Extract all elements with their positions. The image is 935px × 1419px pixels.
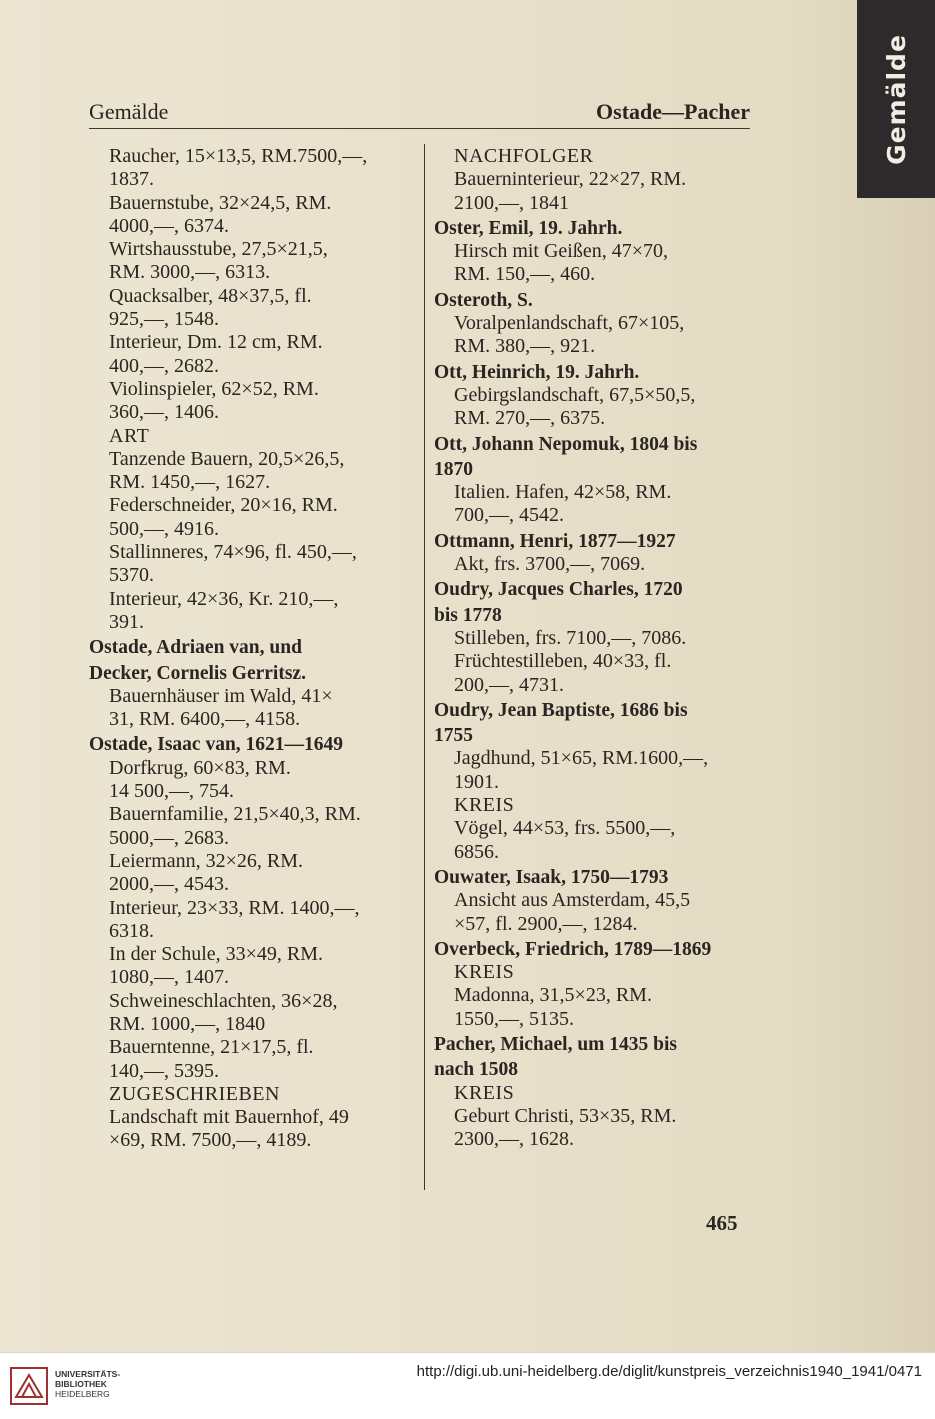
section-tab-label: Gemälde bbox=[881, 33, 911, 165]
artwork-line-continued: RM. 1450,—, 1627. bbox=[109, 471, 271, 494]
library-name-line-2: BIBLIOTHEK bbox=[55, 1379, 107, 1389]
artwork-line-continued: 1901. bbox=[454, 770, 499, 793]
attribution-label: KREIS bbox=[454, 1081, 515, 1104]
library-name-line-1: UNIVERSITÄTS- bbox=[55, 1369, 121, 1379]
artwork-line: In der Schule, 33×49, RM. bbox=[109, 943, 324, 966]
attribution-label: ZUGESCHRIEBEN bbox=[109, 1082, 280, 1105]
artwork-line: Jagdhund, 51×65, RM.1600,—, bbox=[454, 747, 709, 770]
artwork-line: Violinspieler, 62×52, RM. bbox=[109, 377, 319, 400]
artist-heading: Ostade, Adriaen van, und bbox=[89, 637, 302, 659]
attribution-label: ART bbox=[109, 424, 150, 447]
artwork-line-continued: 2300,—, 1628. bbox=[454, 1128, 574, 1151]
artwork-line-continued: 31, RM. 6400,—, 4158. bbox=[109, 708, 301, 731]
artwork-line-continued: 391. bbox=[109, 610, 144, 633]
artwork-line: Interieur, 23×33, RM. 1400,—, bbox=[109, 896, 360, 919]
artwork-line-continued: 400,—, 2682. bbox=[109, 354, 219, 377]
artwork-line: Federschneider, 20×16, RM. bbox=[109, 494, 338, 517]
artwork-line-continued: 140,—, 5395. bbox=[109, 1059, 219, 1082]
artwork-line-continued: 360,—, 1406. bbox=[109, 401, 219, 424]
artwork-line-continued: 2100,—, 1841 bbox=[454, 191, 569, 214]
artwork-line-continued: Akt, frs. 3700,—, 7069. bbox=[454, 553, 646, 576]
column-divider bbox=[424, 144, 425, 1190]
artwork-line: Bauernhäuser im Wald, 41× bbox=[109, 684, 333, 707]
artwork-line-continued: RM. 380,—, 921. bbox=[454, 335, 596, 358]
artist-heading: Ostade, Isaac van, 1621—1649 bbox=[89, 734, 344, 756]
attribution-label: KREIS bbox=[454, 794, 515, 817]
attribution-label: KREIS bbox=[454, 961, 515, 984]
artwork-line-continued: RM. 3000,—, 6313. bbox=[109, 261, 271, 284]
artwork-line-continued: 700,—, 4542. bbox=[454, 504, 564, 527]
artwork-line: Madonna, 31,5×23, RM. bbox=[454, 984, 652, 1007]
artwork-line-continued: 6318. bbox=[109, 919, 154, 942]
artwork-line: Voralpenlandschaft, 67×105, bbox=[454, 312, 685, 335]
artwork-line-continued: 4000,—, 6374. bbox=[109, 214, 229, 237]
artwork-line: Bauerntenne, 21×17,5, fl. bbox=[109, 1036, 314, 1059]
page-number: 465 bbox=[706, 1211, 738, 1235]
section-tab bbox=[857, 0, 935, 198]
artist-heading: Ott, Heinrich, 19. Jahrh. bbox=[434, 361, 640, 383]
artwork-line-continued: 1080,—, 1407. bbox=[109, 966, 229, 989]
artwork-line-continued: 1550,—, 5135. bbox=[454, 1007, 574, 1030]
artwork-line-continued: 5000,—, 2683. bbox=[109, 826, 229, 849]
source-url[interactable]: http://digi.ub.uni-heidelberg.de/diglit/kunstpreis_verzeichnis1940_1941/0471 bbox=[416, 1363, 922, 1380]
university-logo-icon bbox=[10, 1367, 48, 1405]
artwork-line-continued: RM. 270,—, 6375. bbox=[454, 407, 606, 430]
artwork-line: Wirtshausstube, 27,5×21,5, bbox=[109, 238, 328, 261]
artwork-line: Leiermann, 32×26, RM. bbox=[109, 849, 304, 872]
artwork-line-continued: RM. 1000,—, 1840 bbox=[109, 1012, 266, 1035]
artwork-line-continued: 14 500,—, 754. bbox=[109, 780, 234, 803]
artwork-line-continued: 500,—, 4916. bbox=[109, 517, 219, 540]
artwork-line: Dorfkrug, 60×83, RM. bbox=[109, 756, 291, 779]
artwork-line: Bauernfamilie, 21,5×40,3, RM. bbox=[109, 803, 361, 826]
artwork-line-continued: 6856. bbox=[454, 840, 499, 863]
artwork-line-continued: Stilleben, frs. 7100,—, 7086. bbox=[454, 626, 687, 649]
artist-heading: nach 1508 bbox=[434, 1059, 518, 1081]
artwork-line-continued: ×69, RM. 7500,—, 4189. bbox=[109, 1129, 312, 1152]
artwork-line: Vögel, 44×53, frs. 5500,—, bbox=[454, 817, 676, 840]
artwork-line: Geburt Christi, 53×35, RM. bbox=[454, 1104, 677, 1127]
running-header bbox=[89, 98, 750, 129]
artwork-line: Hirsch mit Geißen, 47×70, bbox=[454, 240, 669, 263]
artwork-line-continued: 925,—, 1548. bbox=[109, 308, 219, 331]
artwork-line: Gebirgslandschaft, 67,5×50,5, bbox=[454, 383, 696, 406]
artwork-line: Früchtestilleben, 40×33, fl. bbox=[454, 650, 672, 673]
artist-heading: Oudry, Jean Baptiste, 1686 bis bbox=[434, 699, 688, 721]
artwork-line-continued: ×57, fl. 2900,—, 1284. bbox=[454, 912, 638, 935]
artist-heading: Ottmann, Henri, 1877—1927 bbox=[434, 530, 676, 552]
attribution-label: NACHFOLGER bbox=[454, 145, 594, 167]
artwork-line: Raucher, 15×13,5, RM.7500,—, bbox=[109, 145, 368, 167]
artist-heading: Osteroth, S. bbox=[434, 289, 533, 311]
artwork-line: Stallinneres, 74×96, fl. 450,—, bbox=[109, 541, 357, 564]
artist-heading: Overbeck, Friedrich, 1789—1869 bbox=[434, 938, 712, 960]
artwork-line: Ansicht aus Amsterdam, 45,5 bbox=[454, 889, 691, 912]
artwork-line-continued: 200,—, 4731. bbox=[454, 673, 564, 696]
artwork-line: Interieur, Dm. 12 cm, RM. bbox=[109, 331, 323, 354]
artist-heading: Pacher, Michael, um 1435 bis bbox=[434, 1033, 678, 1055]
artist-heading: bis 1778 bbox=[434, 604, 502, 626]
artwork-line: Landschaft mit Bauernhof, 49 bbox=[109, 1106, 349, 1129]
artwork-line: Schweineschlachten, 36×28, bbox=[109, 989, 338, 1012]
artwork-line: Bauerninterieur, 22×27, RM. bbox=[454, 168, 687, 191]
artwork-line-continued: RM. 150,—, 460. bbox=[454, 263, 596, 286]
artwork-line-continued: 5370. bbox=[109, 564, 154, 587]
artwork-line-continued: 2000,—, 4543. bbox=[109, 873, 229, 896]
header-right: Ostade—Pacher bbox=[596, 99, 750, 124]
artist-heading: Oudry, Jacques Charles, 1720 bbox=[434, 579, 683, 601]
artist-heading: Oster, Emil, 19. Jahrh. bbox=[434, 217, 623, 239]
footer-bar bbox=[0, 1352, 935, 1419]
header-left: Gemälde bbox=[89, 99, 169, 124]
artist-heading: Decker, Cornelis Gerritsz. bbox=[89, 662, 306, 684]
artwork-line: Italien. Hafen, 42×58, RM. bbox=[454, 481, 672, 504]
library-name-line-3: HEIDELBERG bbox=[55, 1389, 110, 1399]
artwork-line: Bauernstube, 32×24,5, RM. bbox=[109, 191, 332, 214]
right-column bbox=[434, 145, 752, 1151]
artist-heading: 1870 bbox=[434, 458, 473, 480]
artist-heading: Ott, Johann Nepomuk, 1804 bis bbox=[434, 433, 698, 455]
artist-heading: 1755 bbox=[434, 725, 473, 747]
artwork-line-continued: 1837. bbox=[109, 168, 154, 191]
artwork-line: Quacksalber, 48×37,5, fl. bbox=[109, 284, 312, 307]
library-name bbox=[55, 1369, 120, 1399]
artist-heading: Ouwater, Isaak, 1750—1793 bbox=[434, 866, 669, 888]
artwork-line: Tanzende Bauern, 20,5×26,5, bbox=[109, 447, 345, 470]
artwork-line: Interieur, 42×36, Kr. 210,—, bbox=[109, 587, 339, 610]
left-column bbox=[89, 145, 405, 1153]
